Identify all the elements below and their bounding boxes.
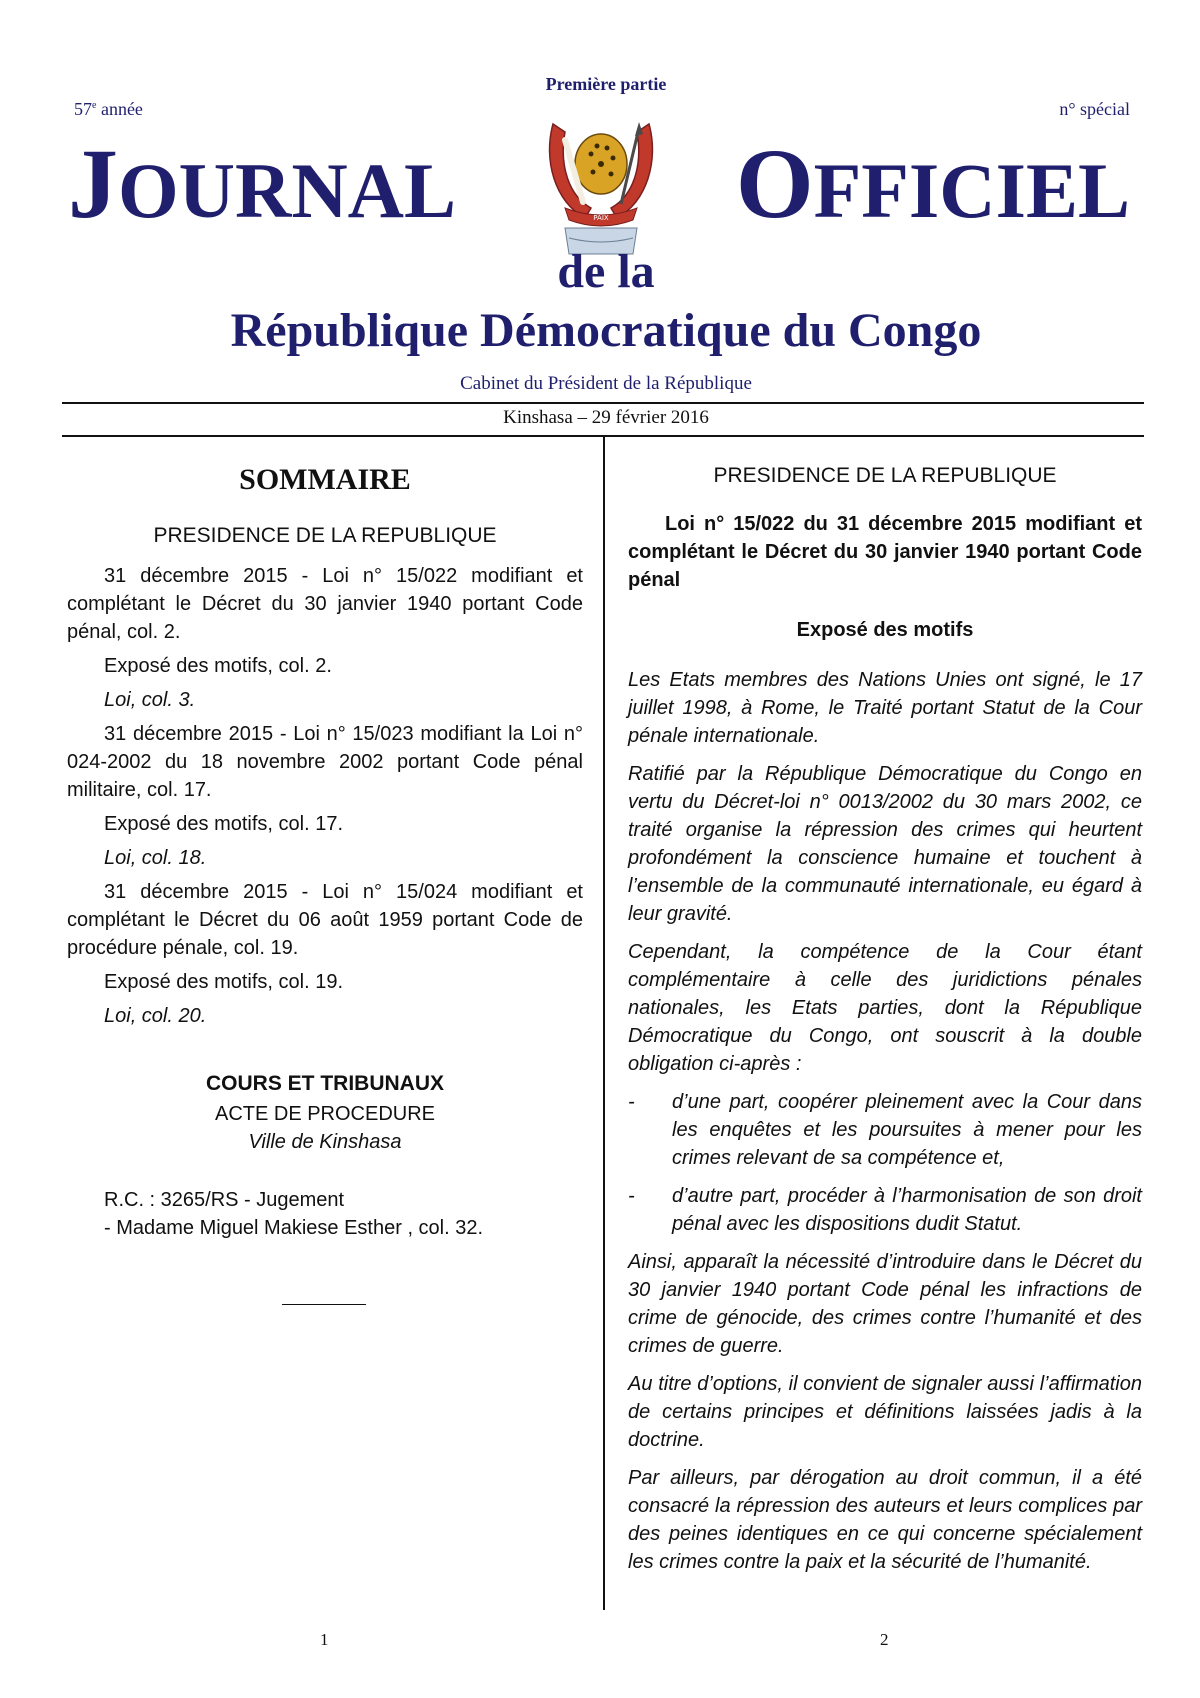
rc-line: R.C. : 3265/RS - Jugement	[104, 1189, 345, 1211]
expose-heading: Exposé des motifs	[796, 619, 974, 641]
cabinet-line: Cabinet du Président de la République	[460, 373, 752, 394]
sommaire-column	[67, 462, 583, 1305]
bullet-dash: -	[628, 1185, 635, 1207]
section-cours: COURS ET TRIBUNAUX	[205, 1072, 444, 1095]
page-number-right: 2	[880, 1630, 889, 1649]
annee-number: 57	[74, 99, 92, 119]
sommaire-entry-1-loi: Loi, col. 3.	[104, 689, 196, 711]
column-divider	[603, 437, 605, 1610]
paragraph-4: Ainsi, apparaît la nécessité d’introduire dans le Décret du 30 janvier 1940 portant Code pénal les infractions de crime de génocide, des crimes contre l’humanité et des crimes de guerre.	[628, 1251, 1142, 1357]
bullet-2-text: d’autre part, procéder à l’harmonisation de son droit pénal avec les dispositions dudit Statut.	[672, 1185, 1142, 1235]
sommaire-entry-3-motifs: Exposé des motifs, col. 19.	[104, 971, 344, 993]
officiel-rest: FFICIEL	[813, 147, 1130, 234]
small-rule	[282, 1304, 366, 1305]
page-number-left: 1	[320, 1630, 329, 1649]
loi-title: Loi n° 15/022 du 31 décembre 2015 modifiant et complétant le Décret du 30 janvier 1940 portant Code pénal	[628, 513, 1142, 591]
paragraph-2: Ratifié par la République Démocratique du Congo en vertu du Décret-loi n° 0013/2002 du 30 mars 2002, ce traité organise la répression des crimes qui heurtent profondément la conscience humaine et touchent à l’ensemble de la communauté internationale, eu égard à leur gravité.	[628, 763, 1142, 925]
bullet-1	[628, 1088, 1142, 1172]
annee-superscript: e	[92, 100, 97, 111]
coat-of-arms-icon	[535, 110, 667, 260]
numero-special: n° spécial	[1059, 99, 1130, 119]
loi-column	[628, 462, 1142, 1586]
right-section-heading: PRESIDENCE DE LA REPUBLIQUE	[713, 464, 1057, 487]
sommaire-entry-3-loi: Loi, col. 20.	[104, 1005, 207, 1027]
ville-kinshasa: Ville de Kinshasa	[248, 1131, 402, 1153]
issue-date: Kinshasa – 29 février 2016	[503, 407, 709, 428]
section-presidence: PRESIDENCE DE LA REPUBLIQUE	[153, 524, 497, 547]
paragraph-6: Par ailleurs, par dérogation au droit commun, il a été consacré la répression des auteurs et leurs complices par des peines identiques en ce qui concerne spécialement les crimes contre la paix et la sécurité de l’humanité.	[628, 1467, 1142, 1573]
republique-title: République Démocratique du Congo	[230, 304, 982, 357]
sommaire-title: SOMMAIRE	[239, 463, 411, 496]
sommaire-entry-2-loi: Loi, col. 18.	[104, 847, 207, 869]
journal-word	[68, 128, 457, 239]
paragraph-5: Au titre d’options, il convient de signaler aussi l’affirmation de certains principes et définitions laissées jadis à la doctrine.	[628, 1373, 1142, 1451]
paragraph-1: Les Etats membres des Nations Unies ont signé, le 17 juillet 1998, à Rome, le Traité portant Statut de la Cour pénale internationale.	[628, 669, 1142, 747]
sommaire-entry-2-motifs: Exposé des motifs, col. 17.	[104, 813, 344, 835]
acte-de-procedure: ACTE DE PROCEDURE	[214, 1103, 436, 1125]
de-la: de la	[557, 245, 655, 298]
annee-label	[74, 99, 143, 120]
sommaire-entry-1-motifs: Exposé des motifs, col. 2.	[104, 655, 332, 677]
annee-word: année	[100, 99, 143, 119]
emblem-banner-text: PAIX	[593, 214, 609, 222]
sommaire-entry-3: 31 décembre 2015 - Loi n° 15/024 modifiant et complétant le Décret du 06 août 1959 portant Code de procédure pénale, col. 19.	[67, 881, 583, 959]
sommaire-entry-2: 31 décembre 2015 - Loi n° 15/023 modifiant la Loi n° 024-2002 du 18 novembre 2002 portant Code pénal militaire, col. 17.	[67, 723, 583, 801]
bullet-2	[628, 1182, 1142, 1238]
sommaire-entry-1: 31 décembre 2015 - Loi n° 15/022 modifiant et complétant le Décret du 30 janvier 1940 portant Code pénal, col. 2.	[67, 565, 583, 643]
top-rule	[62, 402, 1144, 404]
journal-rest: OURNAL	[118, 147, 457, 234]
officiel-word	[735, 128, 1130, 239]
paragraph-3: Cependant, la compétence de la Cour étant complémentaire à celle des juridictions pénales nationales, les Etats parties, dont la République Démocratique du Congo, ont souscrit à la double obligation ci-après :	[628, 941, 1142, 1075]
journal-cap: J	[68, 128, 118, 239]
madame-line: - Madame Miguel Makiese Esther , col. 32.	[104, 1217, 484, 1239]
officiel-cap: O	[735, 128, 814, 239]
bullet-dash: -	[628, 1091, 635, 1113]
premiere-partie: Première partie	[545, 74, 667, 94]
bullet-1-text: d’une part, coopérer pleinement avec la Cour dans les enquêtes et les poursuites à mener pour les crimes relevant de sa compétence et,	[672, 1091, 1142, 1169]
